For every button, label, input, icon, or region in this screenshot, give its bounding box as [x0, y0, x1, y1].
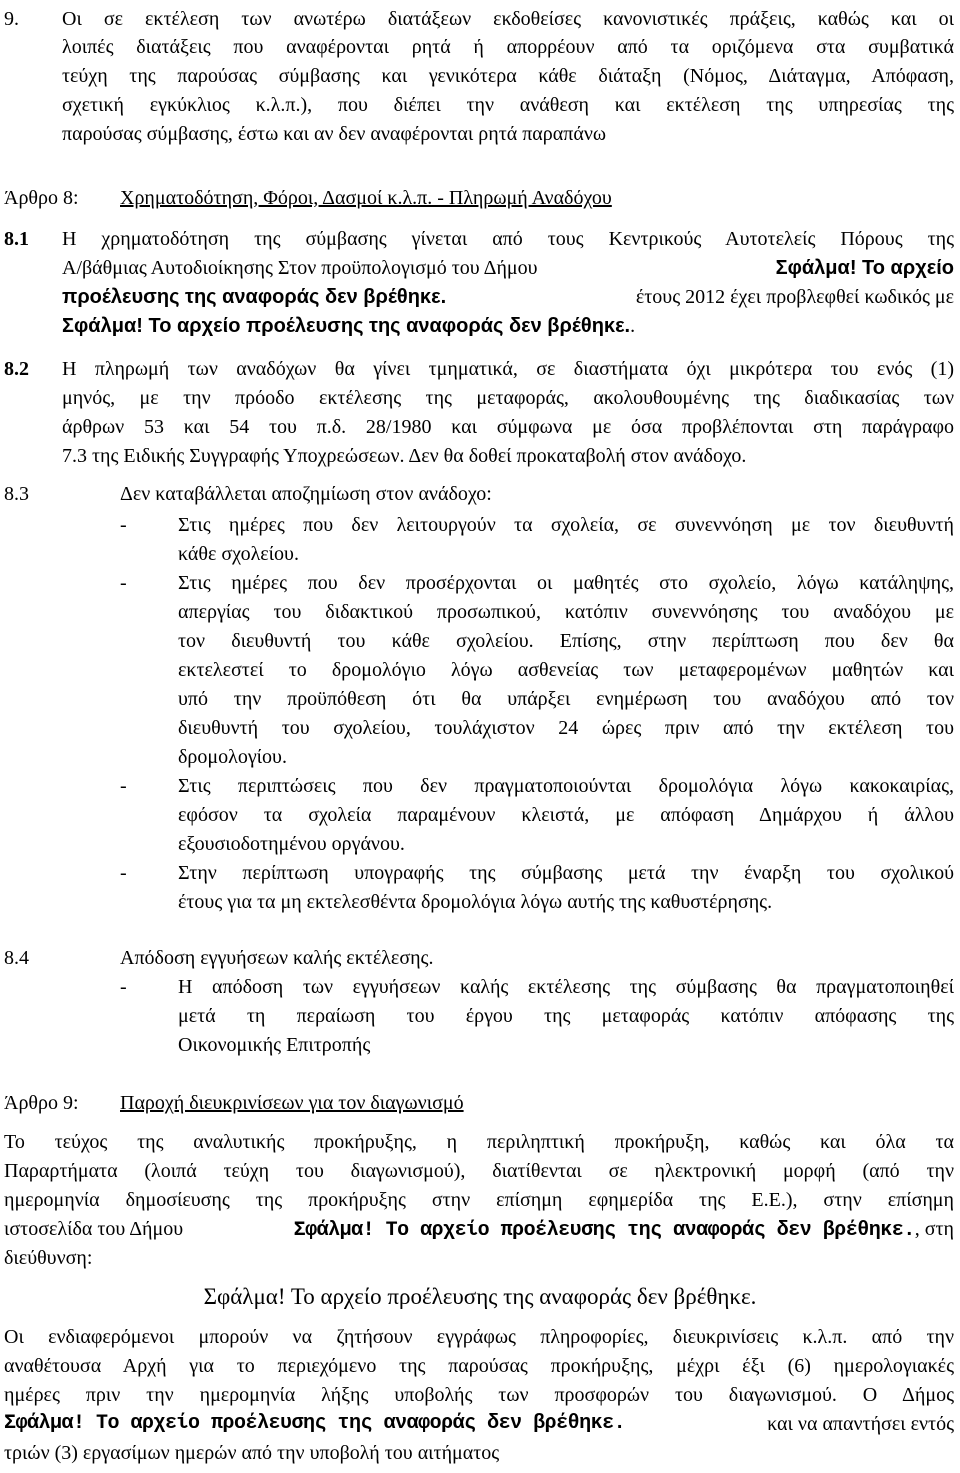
bullet-dash: -	[120, 572, 127, 594]
article-9-title: Παροχή διευκρινίσεων για τον διαγωνισμό	[120, 1092, 464, 1114]
section-8-2-line: 7.3 της Ειδικής Συγγραφής Υποχρεώσεων. Δεν θα δοθεί προκαταβολή στον ανάδοχο.	[62, 445, 747, 467]
section-8-3-bullet-line: Στις περιπτώσεις που δεν πραγματοποιούνται δρομολόγια λόγω κακοκαιρίας,	[178, 775, 954, 797]
section-8-3-bullet-line: κάθε σχολείου.	[178, 543, 299, 565]
article-9-line: αναθέτουσα Αρχή για το περιεχόμενο της παρούσας προκήρυξης, μέχρι έξι (6) ημερολογιακές	[4, 1355, 954, 1377]
item-9-line: τεύχη της παρούσας σύμβασης και γενικότερα κάθε διάταξη (Νόμος, Διάταγμα, Απόφαση,	[62, 65, 954, 87]
reference-error: Σφάλμα! Το αρχείο προέλευσης της αναφοράς δεν βρέθηκε.	[62, 315, 631, 337]
reference-error: Σφάλμα! Το αρχείο	[775, 257, 954, 279]
section-8-3-bullet-line: Στις ημέρες που δεν λειτουργούν τα σχολεία, σε συνεννόηση με τον διευθυντή	[178, 514, 954, 536]
article-9-line: τριών (3) εργασίμων ημερών από την υποβολή του αιτήματος	[4, 1442, 500, 1464]
bullet-dash: -	[120, 862, 127, 884]
section-8-1-line	[62, 255, 954, 281]
section-8-3-bullet-line: Στις ημέρες που δεν προσέρχονται οι μαθητές στο σχολείο, λόγω κατάληψης,	[178, 572, 954, 594]
article-9-line: Το τεύχος της αναλυτικής προκήρυξης, η περιληπτική προκήρυξη, καθώς και όλα τα	[4, 1131, 954, 1153]
section-8-3-bullet-line: έτους για τα μη εκτελεσθέντα δρομολόγια λόγω αυτής της καθυστέρησης.	[178, 891, 773, 913]
article-9-line	[4, 1411, 954, 1437]
section-8-4-title: Απόδοση εγγυήσεων καλής εκτέλεσης.	[120, 947, 434, 969]
section-8-1-text: .	[630, 315, 636, 337]
section-8-3-title: Δεν καταβάλλεται αποζημίωση στον ανάδοχο:	[120, 483, 492, 505]
article-9-text: και να απαντήσει εντός	[767, 1413, 954, 1435]
item-9-line: παρούσας σύμβασης, έστω και αν δεν αναφέρονται ρητά παραπάνω	[62, 123, 607, 145]
section-8-3-number: 8.3	[4, 483, 29, 505]
article-8-title: Χρηματοδότηση, Φόροι, Δασμοί κ.λ.π. - Πληρωμή Αναδόχου	[120, 187, 612, 209]
article-9-line: ημέρες πριν την ημερομηνία λήξης υποβολής των προσφορών του διαγωνισμού. Ο Δήμος	[4, 1384, 954, 1406]
section-8-1-number: 8.1	[4, 228, 29, 250]
reference-error: Σφάλμα! Το αρχείο προέλευσης της αναφοράς δεν βρέθηκε.	[4, 1412, 626, 1435]
section-8-1-text: έτους 2012 έχει προβλεφθεί κωδικός με	[635, 286, 954, 308]
section-8-1-line: Η χρηματοδότηση της σύμβασης γίνεται από τους Κεντρικούς Αυτοτελείς Πόρους της	[62, 228, 954, 250]
item-9-number: 9.	[4, 8, 19, 30]
section-8-3-bullet-line: διευθυντή του σχολείου, τουλάχιστον 24 ώρες πριν από την εκτέλεση του	[178, 717, 954, 739]
article-8-label: Άρθρο 8:	[4, 187, 79, 209]
article-9-text: ιστοσελίδα του Δήμου	[4, 1218, 184, 1240]
section-8-4-bullet-line: Η απόδοση των εγγυήσεων καλής εκτέλεσης της σύμβασης θα πραγματοποιηθεί	[178, 976, 954, 998]
section-8-3-bullet-line: υπό την προϋπόθεση ότι θα υπάρξει ενημέρωση του αναδόχου από τον	[178, 688, 954, 710]
section-8-1-line	[62, 284, 954, 310]
section-8-3-bullet-line: εφόσον τα σχολεία παραμένουν κλειστά, με απόφαση Δημάρχου ή άλλου	[178, 804, 954, 826]
article-9-label: Άρθρο 9:	[4, 1092, 79, 1114]
section-8-3-bullet-line: εξουσιοδοτημένου οργάνου.	[178, 833, 405, 855]
section-8-1-line	[62, 313, 635, 339]
item-9-line: σχετική εγκύκλιος κ.λ.π.), που διέπει την ανάθεση και εκτέλεση της υπηρεσίας της	[62, 94, 954, 116]
reference-error: προέλευσης της αναφοράς δεν βρέθηκε.	[62, 286, 447, 308]
section-8-3-bullet-line: τον διευθυντή του κάθε σχολείου. Επίσης, στην περίπτωση που δεν θα	[178, 630, 954, 652]
item-9-line: λοιπές διατάξεις που αναφέρονται ρητά ή απορρέουν από τα οριζόμενα στα συμβατικά	[62, 36, 954, 58]
section-8-3-bullet-line: δρομολογίου.	[178, 746, 287, 768]
article-9-line	[4, 1216, 954, 1244]
bullet-dash: -	[120, 514, 127, 536]
article-9-line: Παραρτήματα (λοιπά τεύχη του διαγωνισμού), διατίθενται σε ηλεκτρονική μορφή (από την	[4, 1160, 954, 1182]
section-8-1-text: Α/βάθμιας Αυτοδιοίκησης Στον προϋπολογισμό του Δήμου	[62, 257, 538, 279]
section-8-4-number: 8.4	[4, 947, 29, 969]
section-8-3-bullet-line: εκτελεστεί το δρομολόγιο λόγω ασθενείας των μεταφερομένων μαθητών και	[178, 659, 954, 681]
section-8-2-line: μηνός, με την πρόοδο εκτέλεσης της μεταφοράς, ακολουθουμένης της διαδικασίας των	[62, 387, 954, 409]
article-9-line: διεύθυνση:	[4, 1247, 93, 1269]
section-8-4-bullet-line: μετά τη περαίωση του έργου της μεταφοράς κατόπιν απόφασης της	[178, 1005, 954, 1027]
reference-error-centered: Σφάλμα! Το αρχείο προέλευσης της αναφοράς δεν βρέθηκε.	[203, 1284, 757, 1309]
article-9-line: ημερομηνία δημοσίευσης της προκήρυξης στην επίσημη εφημερίδα της Ε.Ε.), στην επίσημη	[4, 1189, 954, 1211]
reference-error: Σφάλμα! Το αρχείο προέλευσης της αναφοράς δεν βρέθηκε.	[293, 1219, 915, 1242]
section-8-4-bullet-line: Οικονομικής Επιτροπής	[178, 1034, 371, 1056]
section-8-3-bullet-line: απεργίας του διδακτικού προσωπικού, κατόπιν συνεννόησης του αναδόχου με	[178, 601, 954, 623]
section-8-3-bullet-line: Στην περίπτωση υπογραφής της σύμβασης μετά την έναρξη του σχολικού	[178, 862, 954, 884]
article-9-text: , στη	[914, 1218, 954, 1240]
section-8-2-number: 8.2	[4, 358, 29, 380]
item-9-line: Οι σε εκτέλεση των ανωτέρω διατάξεων εκδοθείσες κανονιστικές πράξεις, καθώς και οι	[62, 8, 954, 30]
section-8-2-line: Η πληρωμή των αναδόχων θα γίνει τμηματικά, σε διαστήματα όχι μικρότερα του ενός (1)	[62, 358, 954, 380]
article-9-line: Οι ενδιαφερόμενοι μπορούν να ζητήσουν εγγράφως πληροφορίες, διευκρινίσεις κ.λ.π. από την	[4, 1326, 954, 1348]
bullet-dash: -	[120, 976, 127, 998]
bullet-dash: -	[120, 775, 127, 797]
section-8-2-line: άρθρων 53 και 54 του π.δ. 28/1980 και σύμφωνα με όσα προβλέπονται στη παράγραφο	[62, 416, 954, 438]
